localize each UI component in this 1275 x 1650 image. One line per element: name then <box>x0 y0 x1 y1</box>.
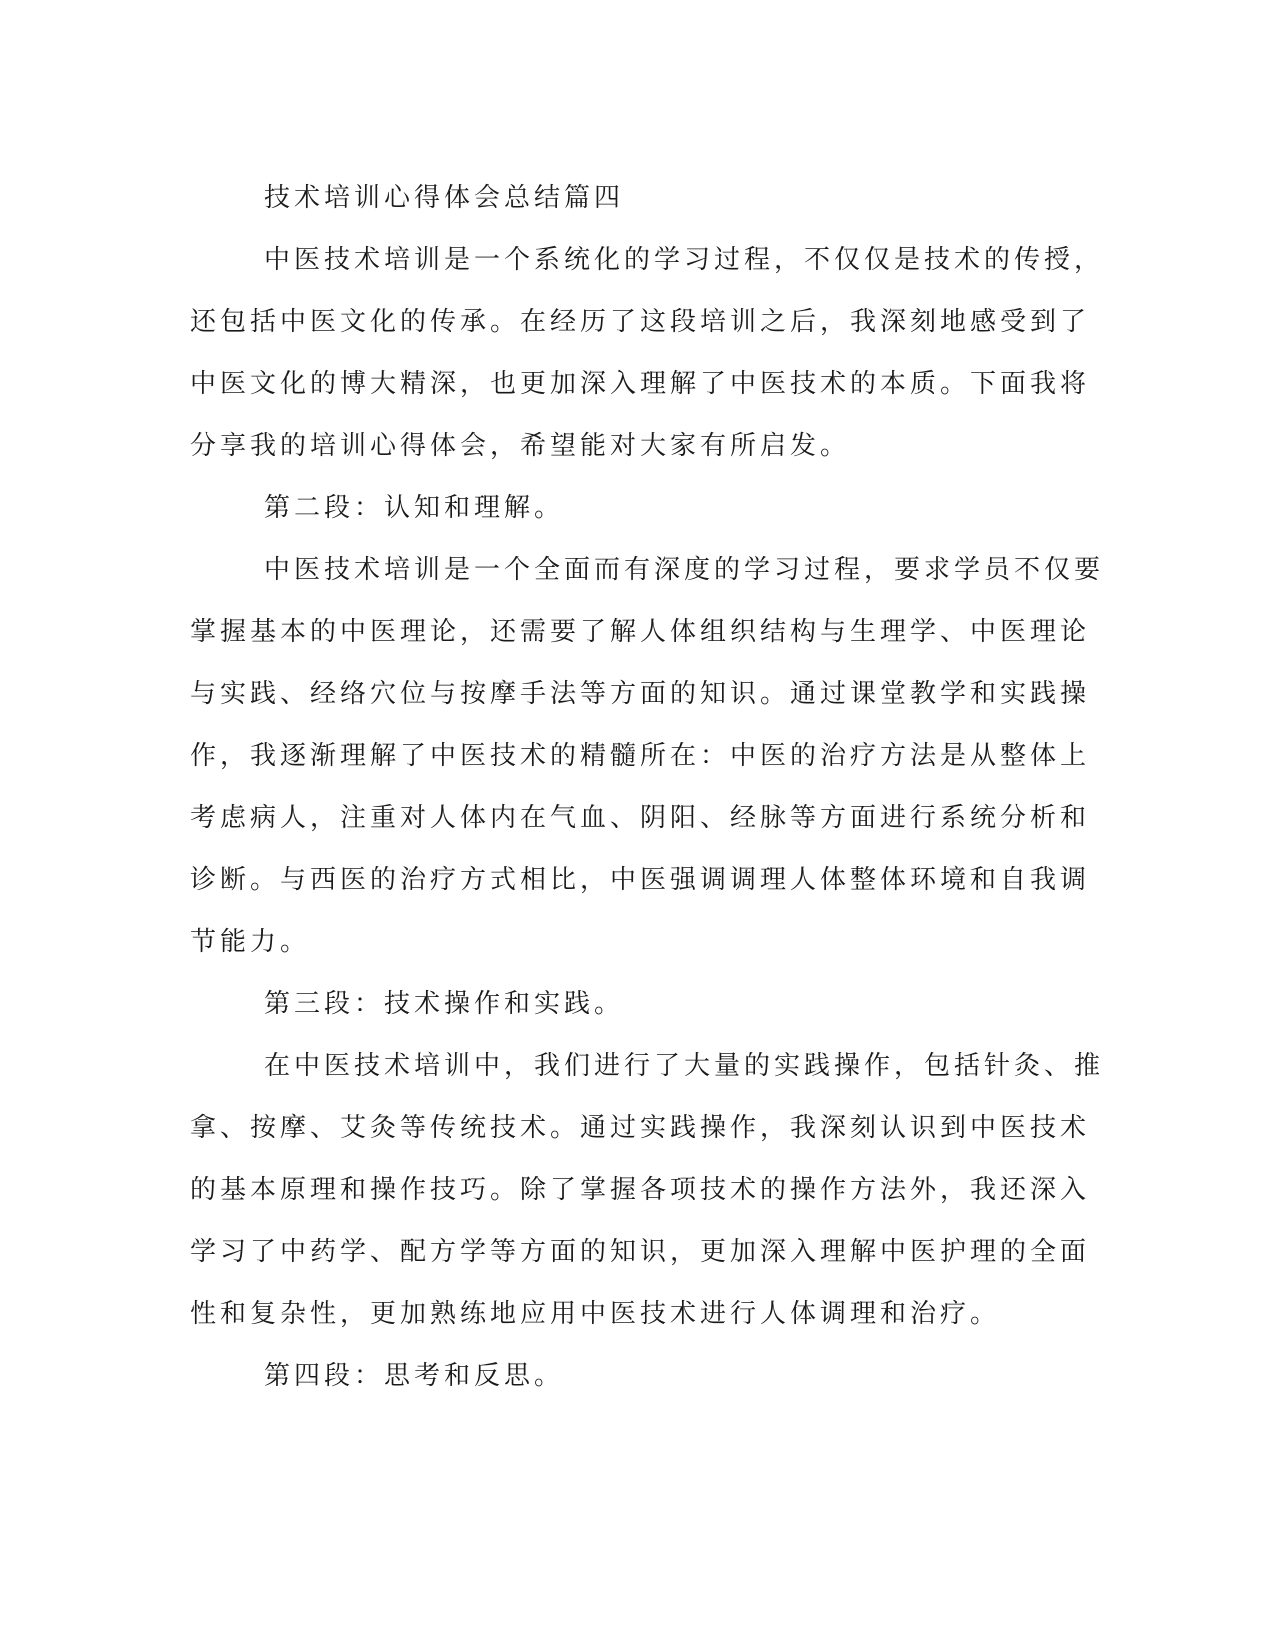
paragraph-line: 诊断。与西医的治疗方式相比，中医强调调理人体整体环境和自我调 <box>190 865 1091 895</box>
paragraph-line: 节能力。 <box>190 927 311 957</box>
section-heading: 第三段：技术操作和实践。 <box>264 989 625 1019</box>
paragraph-line: 学习了中药学、配方学等方面的知识，更加深入理解中医护理的全面 <box>190 1237 1091 1267</box>
paragraph-line: 还包括中医文化的传承。在经历了这段培训之后，我深刻地感受到了 <box>190 307 1091 337</box>
paragraph-line: 考虑病人，注重对人体内在气血、阴阳、经脉等方面进行系统分析和 <box>190 803 1091 833</box>
paragraph-line: 拿、按摩、艾灸等传统技术。通过实践操作，我深刻认识到中医技术 <box>190 1113 1091 1143</box>
paragraph-line: 中医技术培训是一个全面而有深度的学习过程，要求学员不仅要 <box>264 555 1105 585</box>
section-heading: 第四段：思考和反思。 <box>264 1361 565 1391</box>
paragraph-line: 分享我的培训心得体会，希望能对大家有所启发。 <box>190 431 851 461</box>
paragraph-line: 中医文化的博大精深，也更加深入理解了中医技术的本质。下面我将 <box>190 369 1091 399</box>
paragraph-line: 中医技术培训是一个系统化的学习过程，不仅仅是技术的传授， <box>264 245 1105 275</box>
document-body <box>190 167 1105 1407</box>
paragraph-line: 与实践、经络穴位与按摩手法等方面的知识。通过课堂教学和实践操 <box>190 679 1091 709</box>
paragraph-line: 的基本原理和操作技巧。除了掌握各项技术的操作方法外，我还深入 <box>190 1175 1091 1205</box>
section-heading: 第二段：认知和理解。 <box>264 493 565 523</box>
paragraph-line: 作，我逐渐理解了中医技术的精髓所在：中医的治疗方法是从整体上 <box>190 741 1091 771</box>
paragraph-line: 在中医技术培训中，我们进行了大量的实践操作，包括针灸、推 <box>264 1051 1105 1081</box>
document-title: 技术培训心得体会总结篇四 <box>264 183 625 213</box>
paragraph-line: 性和复杂性，更加熟练地应用中医技术进行人体调理和治疗。 <box>190 1299 1001 1329</box>
paragraph-line: 掌握基本的中医理论，还需要了解人体组织结构与生理学、中医理论 <box>190 617 1091 647</box>
